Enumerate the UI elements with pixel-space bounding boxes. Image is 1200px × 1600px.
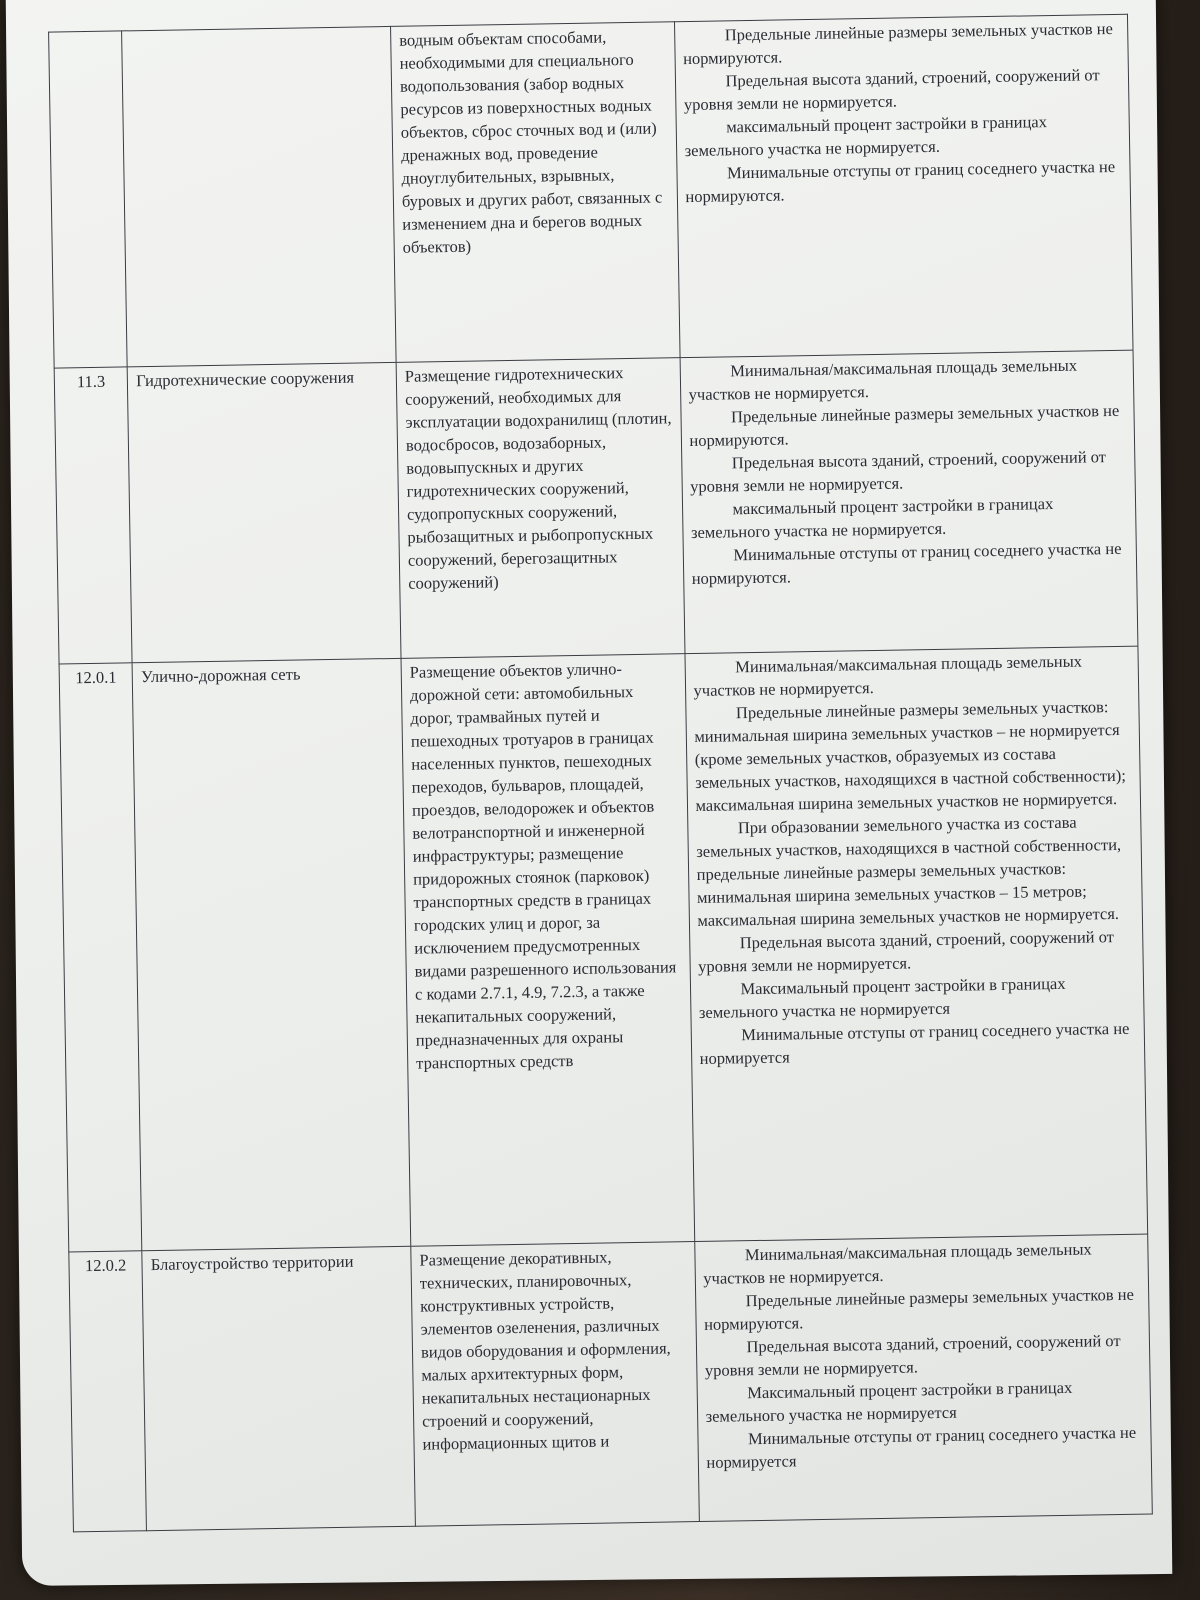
parameter-paragraph: Минимальная/максимальная площадь земельных участков не нормируется. <box>703 1239 1092 1288</box>
parameter-paragraph: Предельные линейные размеры земельных участков: минимальная ширина земельных участков – не нормируется (кроме земельных участков, образуемых из состава земельных участков, находящихся в частной собственности); максимальная ширина земельных участков не нормируется. <box>694 697 1127 815</box>
land-use-table <box>48 14 1153 1533</box>
parameter-paragraph: Минимальные отступы от границ соседнего участка не нормируются. <box>685 156 1116 207</box>
parameter-paragraph: Минимальные отступы от границ соседнего участка не нормируется <box>699 1018 1130 1068</box>
parameter-paragraph: Предельная высота зданий, строений, сооружений от уровня земли не нормируется. <box>690 447 1107 497</box>
name-cell <box>122 26 396 366</box>
parameter-paragraph: Предельная высота зданий, строений, сооружений от уровня земли не нормируется. <box>698 927 1115 976</box>
parameter-paragraph: Предельные линейные размеры земельных участков не нормируются. <box>689 400 1120 451</box>
parameter-paragraph: Предельная высота зданий, строений, сооружений от уровня земли не нормируется. <box>704 1331 1121 1380</box>
parameters-cell <box>674 14 1133 357</box>
table-row <box>54 350 1138 664</box>
table-row <box>59 646 1148 1252</box>
description-cell: Размещение объектов улично-дорожной сети: автомобильных дорог, трамвайных путей и пешеходных тротуаров в границах населенных пунктов, пешеходных переходов, бульваров, площадей, проездов, велодорожек и объектов велотранспортной и инженерной инфраструктуры; размещение придорожных стоянок (парковок) транспортных средств в границах городских улиц и дорог, за исключением предусмотренных видами разрешенного использования с кодами 2.7.1, 4.9, 7.2.3, а также некапитальных сооружений, предназначенных для охраны транспортных средств <box>401 654 694 1247</box>
parameters-cell <box>680 350 1138 653</box>
parameter-paragraph: Минимальная/максимальная площадь земельных участков не нормируется. <box>693 651 1083 701</box>
code-cell: 12.0.2 <box>69 1251 147 1532</box>
code-cell <box>49 31 128 368</box>
parameter-paragraph: Предельная высота зданий, строений, сооружений от уровня земли не нормируется. <box>683 65 1100 115</box>
parameter-paragraph: максимальный процент застройки в границах земельного участка не нормируется. <box>690 494 1054 543</box>
parameter-paragraph: Минимальная/максимальная площадь земельных участков не нормируется. <box>688 355 1078 405</box>
parameter-paragraph: максимальный процент застройки в границах земельного участка не нормируется. <box>684 112 1048 161</box>
description-cell: Размещение декоративных, технических, планировочных, конструктивных устройств, элементов озеленения, различных видов оборудования и оформления, малых архитектурных форм, некапитальных нестационарных строений и сооружений, информационных щитов и <box>411 1242 699 1527</box>
description-cell: водным объектам способами, необходимыми для специального водопользования (забор водных ресурсов из поверхностных водных объектов, сброс сточных вод и (или) дренажных вод, проведение дноуглубительных, взрывных, буровых и других работ, связанных с изменением дна и берегов водных объектов) <box>390 22 679 363</box>
code-cell: 11.3 <box>54 367 132 664</box>
parameter-paragraph: Предельные линейные размеры земельных участков не нормируются. <box>703 1284 1134 1334</box>
document-page <box>6 0 1173 1586</box>
parameters-cell <box>694 1234 1152 1521</box>
parameter-paragraph: Максимальный процент застройки в границах земельного участка не нормируется <box>705 1377 1073 1426</box>
parameters-cell <box>684 646 1147 1241</box>
parameter-paragraph: Максимальный процент застройки в границах земельного участка не нормируется <box>698 973 1066 1022</box>
parameter-paragraph: При образовании земельного участка из состава земельных участков, находящихся в частной собственности, предельные линейные размеры земельных участков: минимальная ширина земельных участков – 15 метров; максимальная ширина земельных участков не нормируется. <box>696 812 1122 930</box>
description-cell: Размещение гидротехнических сооружений, необходимых для эксплуатации водохранилищ (плотин, водосбросов, водозаборных, водовыпускных и других гидротехнических сооружений, судопропускных сооружений, рыбозащитных и рыбопропускных сооружений, берегозащитных сооружений) <box>396 358 684 659</box>
name-cell: Гидротехнические сооружения <box>127 362 401 662</box>
parameter-paragraph: Минимальные отступы от границ соседнего участка не нормируются. <box>691 538 1122 589</box>
parameter-paragraph: Минимальные отступы от границ соседнего участка не нормируется <box>706 1422 1137 1472</box>
code-cell: 12.0.1 <box>59 663 142 1252</box>
name-cell: Улично-дорожная сеть <box>132 658 410 1250</box>
name-cell: Благоустройство территории <box>142 1246 415 1530</box>
parameter-paragraph: Предельные линейные размеры земельных участков не нормируются. <box>682 18 1114 69</box>
table-row <box>69 1234 1152 1532</box>
table-row <box>49 14 1133 368</box>
